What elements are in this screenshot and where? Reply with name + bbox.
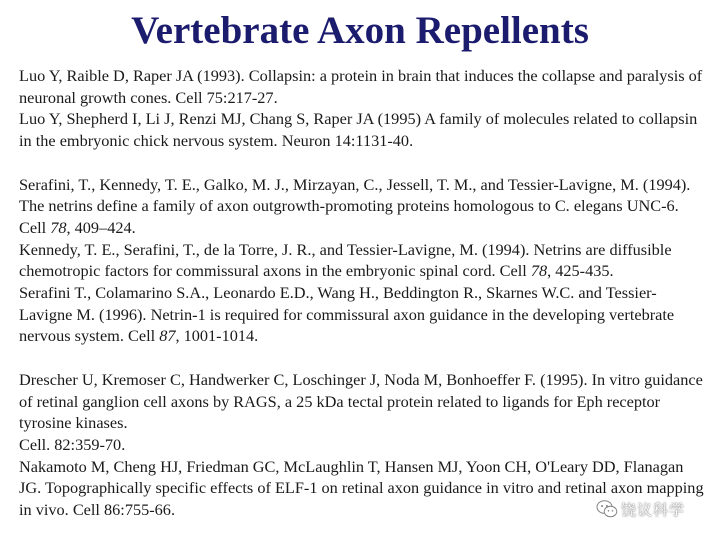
reference-drescher-citation: Cell. 82:359-70.: [19, 434, 126, 454]
watermark-text: 饶议科学: [621, 500, 686, 519]
spacer: [19, 152, 709, 174]
spacer: [19, 347, 709, 369]
reference-luo-1993: Luo Y, Raible D, Raper JA (1993). Collapsin: a protein in brain that induces the collapse and paralysis of neuronal growth cones. Cell 75:217-27.: [19, 66, 703, 107]
reference-luo-1995: Luo Y, Shepherd I, Li J, Renzi MJ, Chang S, Raper JA (1995) A family of molecules related to collapsin in the embryonic chick nervous system. Neuron 14:1131-40.: [19, 109, 698, 151]
watermark: [596, 496, 685, 522]
reference-serafini-1994: Serafini, T., Kennedy, T. E., Galko, M. J., Mirzayan, C., Jessell, T. M., and Tessier-Lavigne, M. (1994). The netrins define a family of axon outgrowth-promoting proteins homologous to C. elegans UNC-6. Cell 78, 409–424.: [19, 174, 691, 237]
reference-drescher-1995: Drescher U, Kremoser C, Handwerker C, Loschinger J, Noda M, Bonhoeffer F. (1995). In vitro guidance of retinal ganglion cell axons by RAGS, a 25 kDa tectal protein related to ligands for Eph receptor tyrosine kinases.: [19, 369, 703, 433]
wechat-icon: [596, 499, 618, 519]
reference-list: [19, 65, 709, 521]
reference-kennedy-1994: Kennedy, T. E., Serafini, T., de la Torre, J. R., and Tessier-Lavigne, M. (1994). Netrins are diffusible chemotropic factors for commissural axons in the embryonic spinal cord. Cell 78, 425-435.: [19, 239, 672, 281]
reference-nakamoto-1996: Nakamoto M, Cheng HJ, Friedman GC, McLaughlin T, Hansen MJ, Yoon CH, O'Leary DD, Flanagan JG. Topographically specific effects of ELF-1 on retinal axon guidance in vitro and retinal axon mapping in vivo. Cell 86:755-66.: [19, 456, 704, 520]
reference-serafini-1996: Serafini T., Colamarino S.A., Leonardo E.D., Wang H., Beddington R., Skarnes W.C. and Tessier-Lavigne M. (1996). Netrin-1 is required for commissural axon guidance in the developing vertebrate nervous system. Cell 87, 1001-1014.: [19, 283, 675, 346]
slide-title: Vertebrate Axon Repellents: [131, 9, 589, 52]
